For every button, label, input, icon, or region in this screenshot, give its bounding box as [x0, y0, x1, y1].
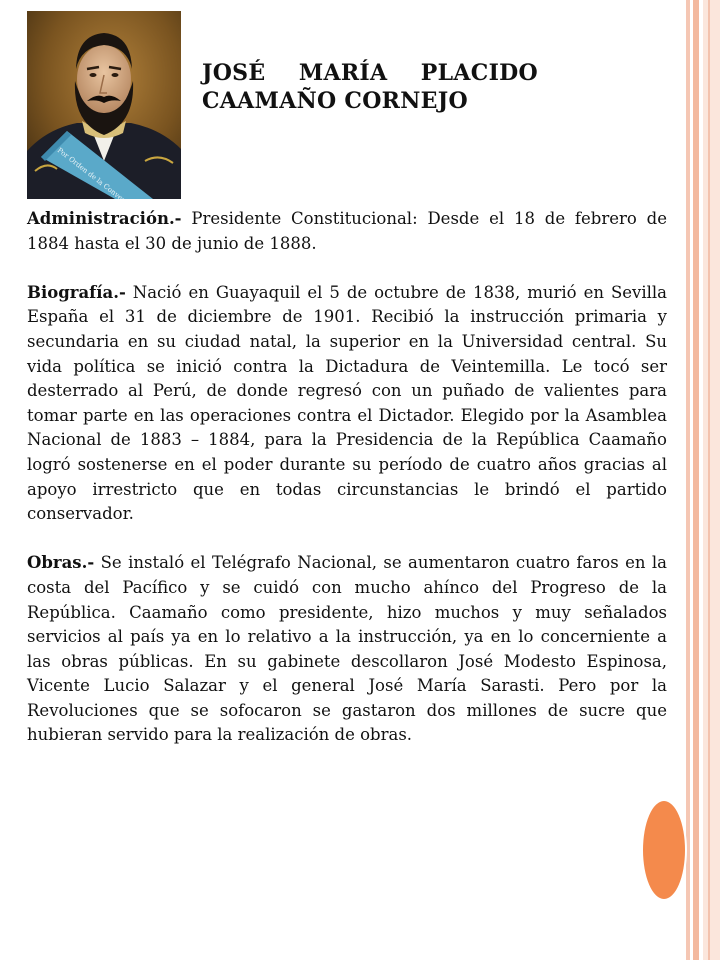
title-line-2: CAAMAÑO CORNEJO — [202, 88, 468, 114]
decorative-stripe — [708, 0, 710, 960]
decorative-stripe — [686, 0, 690, 960]
section-label: Obras.- — [27, 553, 95, 573]
page-title — [202, 59, 538, 115]
section-text: Nació en Guayaquil el 5 de octubre de 1838, murió en Sevilla España el 31 de diciembre de 1901. Recibió la instrucción primaria y secundaria en su ciudad natal, la superior en la Universidad central. Su vida política se inició contra la Dictadura de Veintemilla. Le tocó ser desterrado al Perú, de donde regresó con un puñado de valientes para tomar parte en las operaciones contra el Dictador. Elegido por la Asamblea Nacional de 1883 – 1884, para la Presidencia de la República Caamaño logró sostenerse en el poder durante su período de cuatro años gracias al apoyo irrestricto que en todas circunstancias le brindó el partido conservador. — [27, 282, 667, 524]
section-label: Administración.- — [27, 209, 182, 228]
decorative-stripe — [693, 0, 699, 960]
section-label: Biografía.- — [27, 282, 126, 302]
decorative-stripe — [703, 0, 720, 960]
section-obras — [27, 551, 667, 748]
title-line-1: JOSÉ MARÍA PLACIDO — [202, 60, 538, 86]
section-text: Presidente Constitucional: Desde el 18 de febrero de 1884 hasta el 30 de junio de 1888. — [27, 209, 667, 253]
portrait-image — [27, 11, 181, 199]
document-body — [27, 207, 667, 773]
decorative-oval — [641, 799, 687, 901]
section-biografia — [27, 281, 667, 527]
section-text: Se instaló el Telégrafo Nacional, se aumentaron cuatro faros en la costa del Pacífico y se cuidó con mucho ahínco del Progreso de la República. Caamaño como presidente, hizo muchos y muy señalados servicios al país ya en lo relativo a la instrucción, ya en lo concerniente a las obras públicas. En su gabinete descollaron José Modesto Espinosa, Vicente Lucio Salazar y el general José María Sarasti. Pero por la Revoluciones que se sofocaron se gastaron dos millones de sucre que hubieran servido para la realización de obras. — [27, 553, 667, 745]
section-administracion — [27, 207, 667, 256]
